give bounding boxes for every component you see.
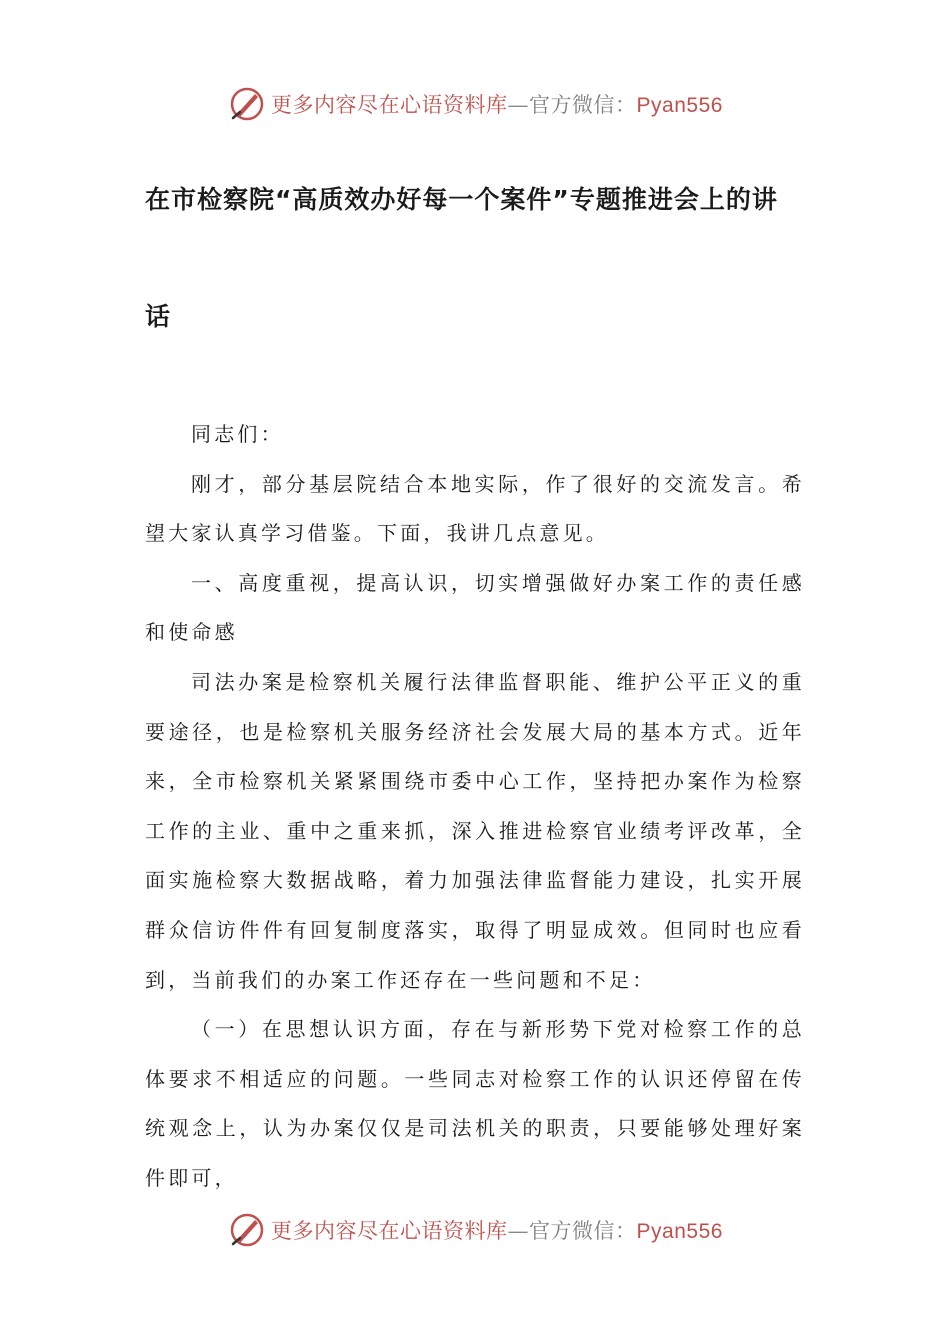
banner-label: 官方微信： [529,93,637,117]
paragraph: （一）在思想认识方面，存在与新形势下党对检察工作的总体要求不相适应的问题。一些同志对检察工作的认识还停留在传统观念上，认为办案仅仅是司法机关的职责，只要能够处理好案件即可， [145,1017,805,1190]
paragraph: 司法办案是检察机关履行法律监督职能、维护公平正义的重要途径，也是检察机关服务经济社会发展大局的基本方式。近年来，全市检察机关紧紧围绕市委中心工作，坚持把办案作为检察工作的主业、重中之重来抓，深入推进检察官业绩考评改革，全面实施检察大数据战略，着力加强法律监督能力建设，扎实开展群众信访件件有回复制度落实，取得了明显成效。但同时也应看到，当前我们的办案工作还存在一些问题和不足： [145,669,805,992]
banner-site: 更多内容尽在心语资料库 [271,93,508,117]
banner-wechat-id: Pyan556 [636,1220,723,1243]
banner-text [271,89,723,119]
section-heading: 一、高度重视，提高认识，切实增强做好办案工作的责任感和使命感 [145,570,805,645]
paragraph: 刚才，部分基层院结合本地实际，作了很好的交流发言。希望大家认真学习借鉴。下面，我讲几点意见。 [145,471,805,546]
banner-dash: — [507,93,530,117]
banner-dash: — [507,1219,530,1243]
pen-logo-icon [227,84,267,124]
banner-label: 官方微信： [529,1219,637,1243]
footer-banner [0,1208,950,1252]
pen-logo-icon [227,1210,267,1250]
banner-wechat-id: Pyan556 [636,94,723,117]
document-title-line2: 话 [145,302,172,331]
paragraph-salutation: 同志们： [191,422,284,446]
banner-site: 更多内容尽在心语资料库 [271,1219,508,1243]
header-banner [0,82,950,126]
banner-text [271,1215,723,1245]
document-title-line1: 在市检察院“高质效办好每一个案件”专题推进会上的讲 [145,185,778,214]
document-body [145,410,805,1204]
